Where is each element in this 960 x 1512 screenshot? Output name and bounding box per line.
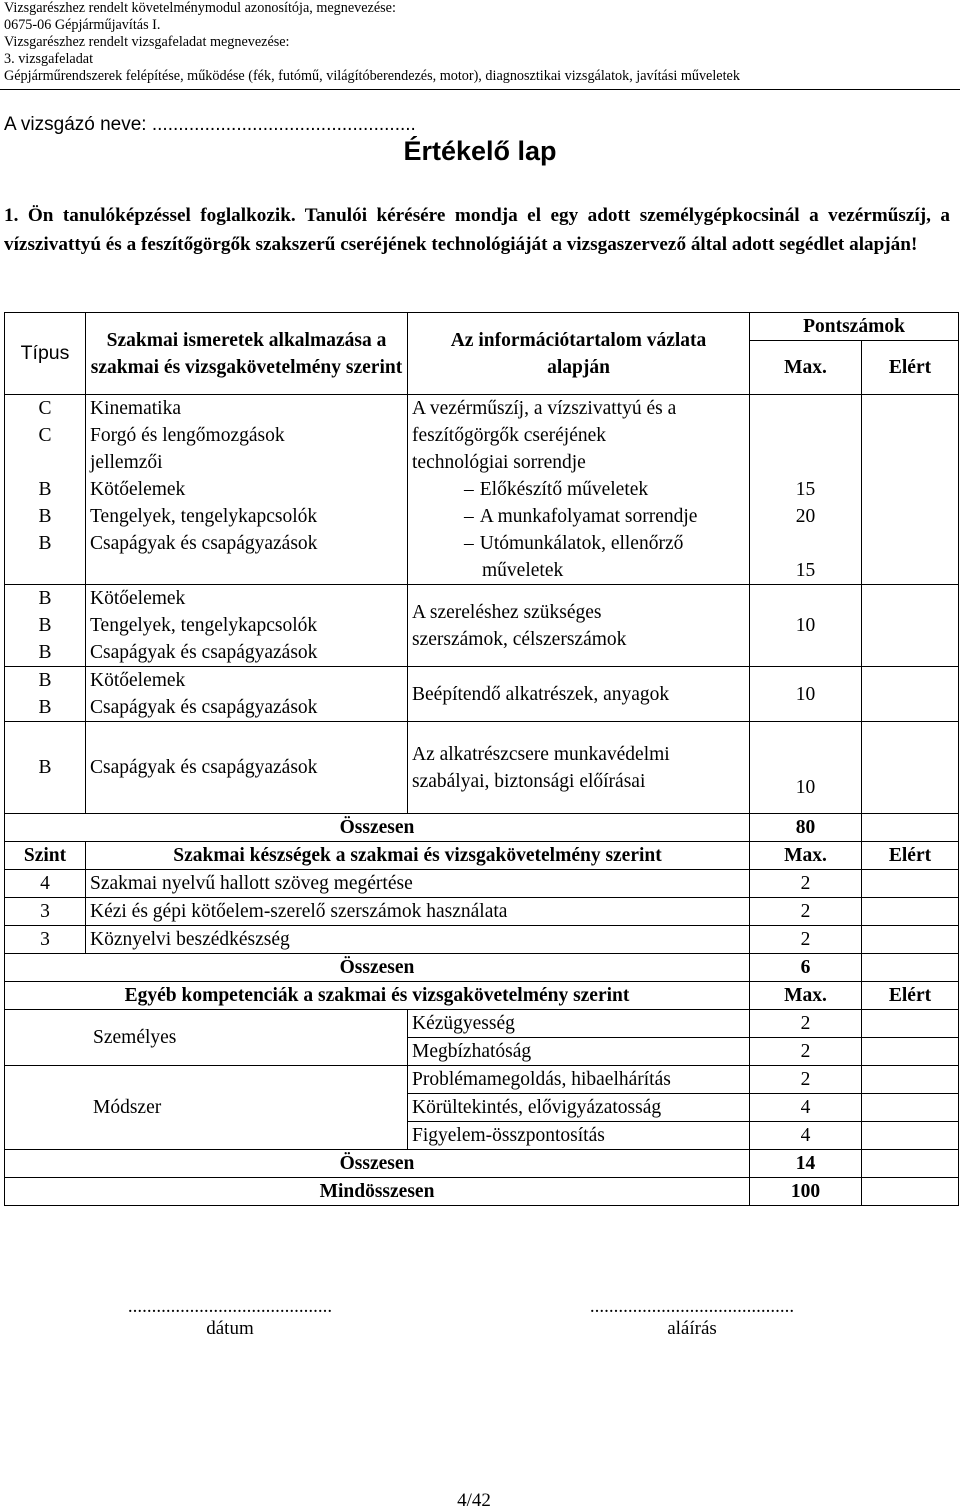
skill-level: 3 <box>5 926 86 954</box>
step-item: – A munkafolyamat sorrendje <box>464 506 698 527</box>
competence-achieved[interactable] <box>862 1010 959 1038</box>
skill-max: 2 <box>750 898 862 926</box>
table-row <box>5 1066 959 1094</box>
document-header <box>4 0 954 85</box>
col-header-points: Pontszámok <box>750 313 959 341</box>
competence-max: 4 <box>750 1094 862 1122</box>
table-row <box>5 1010 959 1038</box>
info-cell: A vezérműszíj, a vízszivattyú és a feszítőgörgők cseréjének technológiai sorrendje – Előkészítő műveletek – A munkafolyamat sorrendje – Utómunkálatok, ellenőrző műveletek <box>408 395 750 585</box>
skill-max: 2 <box>750 926 862 954</box>
type-cell: B <box>5 722 86 814</box>
student-name-field: A vizsgázó neve: .................................................. <box>4 114 416 135</box>
skill-max: 2 <box>750 870 862 898</box>
competence-group: Módszer <box>5 1066 408 1150</box>
subtotal-achieved[interactable] <box>862 814 959 842</box>
col-header-type: Típus <box>5 313 86 395</box>
achieved-points-cell[interactable] <box>862 667 959 722</box>
table-row <box>5 898 959 926</box>
other-achieved-header: Elért <box>862 982 959 1010</box>
info-cell: A szereléshez szükséges szerszámok, célszerszámok <box>408 585 750 667</box>
type-cell: B B <box>5 667 86 722</box>
col-header-max: Max. <box>750 341 862 395</box>
level-header: Szint <box>5 842 86 870</box>
skill-label: Szakmai nyelvű hallott szöveg megértése <box>86 870 750 898</box>
task-label: Vizsgarészhez rendelt vizsgafeladat megnevezése: <box>4 34 290 50</box>
col-header-info: Az információtartalom vázlata alapján <box>408 313 750 395</box>
max-points-cell: 10 <box>750 722 862 814</box>
achieved-points-cell[interactable] <box>862 585 959 667</box>
competence-max: 4 <box>750 1122 862 1150</box>
step-item: – Előkészítő műveletek <box>464 479 649 500</box>
table-row <box>5 870 959 898</box>
competence-max: 2 <box>750 1038 862 1066</box>
info-cell: Beépítendő alkatrészek, anyagok <box>408 667 750 722</box>
page-number: 4/42 <box>457 1490 491 1511</box>
signature-line: ........................................... <box>589 1296 795 1317</box>
competence-achieved[interactable] <box>862 1094 959 1122</box>
task-number: 3. vizsgafeladat <box>4 51 94 67</box>
header-divider <box>0 89 960 90</box>
date-line: ........................................... <box>127 1296 333 1317</box>
skills-cell: Kötőelemek Csapágyak és csapágyazások <box>86 667 408 722</box>
competence-achieved[interactable] <box>862 1122 959 1150</box>
skill-achieved[interactable] <box>862 870 959 898</box>
date-label: dátum <box>206 1318 254 1339</box>
subtotal-label: Összesen <box>5 954 750 982</box>
skill-achieved[interactable] <box>862 926 959 954</box>
subtotal-achieved[interactable] <box>862 954 959 982</box>
task-description: 1. Ön tanulóképzéssel foglalkozik. Tanulói kérésére mondja el egy adott személygépkocsinál a vezérműszíj, a vízszivattyú és a feszítőgörgők szakszerű cseréjének technológiáját a vizsgaszervező által adott segédlet alapján! <box>4 205 950 255</box>
max-points-cell: 10 <box>750 585 862 667</box>
skill-level: 3 <box>5 898 86 926</box>
skill-label: Kézi és gépi kötőelem-szerelő szerszámok használata <box>86 898 750 926</box>
module-label: Vizsgarészhez rendelt követelménymodul azonosítója, megnevezése: <box>4 0 396 16</box>
subtotal-label: Összesen <box>5 814 750 842</box>
signature-label: aláírás <box>667 1318 717 1339</box>
step-item: – Utómunkálatok, ellenőrző <box>464 533 684 554</box>
page-title: Értékelő lap <box>403 136 557 166</box>
skill-level: 4 <box>5 870 86 898</box>
skills-cell: Kötőelemek Tengelyek, tengelykapcsolók Csapágyak és csapágyazások <box>86 585 408 667</box>
task-name: Gépjárműrendszerek felépítése, működése (fék, futómű, világítóberendezés, motor), diagnosztikai vizsgálatok, javítási műveletek <box>4 68 740 84</box>
grand-total-max: 100 <box>750 1178 862 1206</box>
other-max-header: Max. <box>750 982 862 1010</box>
signature-block <box>552 1296 832 1340</box>
skill-achieved[interactable] <box>862 898 959 926</box>
other-competences-header: Egyéb kompetenciák a szakmai és vizsgakövetelmény szerint <box>5 982 750 1010</box>
competence-group: Személyes <box>5 1010 408 1066</box>
skills-achieved-header: Elért <box>862 842 959 870</box>
competence-achieved[interactable] <box>862 1066 959 1094</box>
achieved-points-cell[interactable] <box>862 395 959 585</box>
competence-max: 2 <box>750 1010 862 1038</box>
evaluation-table <box>4 312 959 1206</box>
date-signature-block <box>90 1296 370 1340</box>
subtotal-max: 14 <box>750 1150 862 1178</box>
skills-max-header: Max. <box>750 842 862 870</box>
max-points-cell: 10 <box>750 667 862 722</box>
competence-label: Problémamegoldás, hibaelhárítás <box>408 1066 750 1094</box>
competence-label: Kézügyesség <box>408 1010 750 1038</box>
skills-cell: Kinematika Forgó és lengőmozgások jellemzői Kötőelemek Tengelyek, tengelykapcsolók Csapágyak és csapágyazások <box>86 395 408 585</box>
competence-label: Figyelem-összpontosítás <box>408 1122 750 1150</box>
module-name: 0675-06 Gépjárműjavítás I. <box>4 17 161 33</box>
subtotal-max: 6 <box>750 954 862 982</box>
competence-label: Megbízhatóság <box>408 1038 750 1066</box>
info-cell: Az alkatrészcsere munkavédelmi szabályai, biztonsági előírásai <box>408 722 750 814</box>
skills-header: Szakmai készségek a szakmai és vizsgakövetelmény szerint <box>86 842 750 870</box>
subtotal-achieved[interactable] <box>862 1150 959 1178</box>
max-points-cell: 15 20 15 <box>750 395 862 585</box>
type-cell: B B B <box>5 585 86 667</box>
col-header-knowledge: Szakmai ismeretek alkalmazása a szakmai és vizsgakövetelmény szerint <box>86 313 408 395</box>
type-cell: C C B B B <box>5 395 86 585</box>
grand-total-achieved[interactable] <box>862 1178 959 1206</box>
subtotal-label: Összesen <box>5 1150 750 1178</box>
grand-total-label: Mindösszesen <box>5 1178 750 1206</box>
col-header-achieved: Elért <box>862 341 959 395</box>
subtotal-max: 80 <box>750 814 862 842</box>
skills-cell: Csapágyak és csapágyazások <box>86 722 408 814</box>
achieved-points-cell[interactable] <box>862 722 959 814</box>
table-row <box>5 926 959 954</box>
competence-label: Körültekintés, elővigyázatosság <box>408 1094 750 1122</box>
competence-max: 2 <box>750 1066 862 1094</box>
skill-label: Köznyelvi beszédkészség <box>86 926 750 954</box>
competence-achieved[interactable] <box>862 1038 959 1066</box>
